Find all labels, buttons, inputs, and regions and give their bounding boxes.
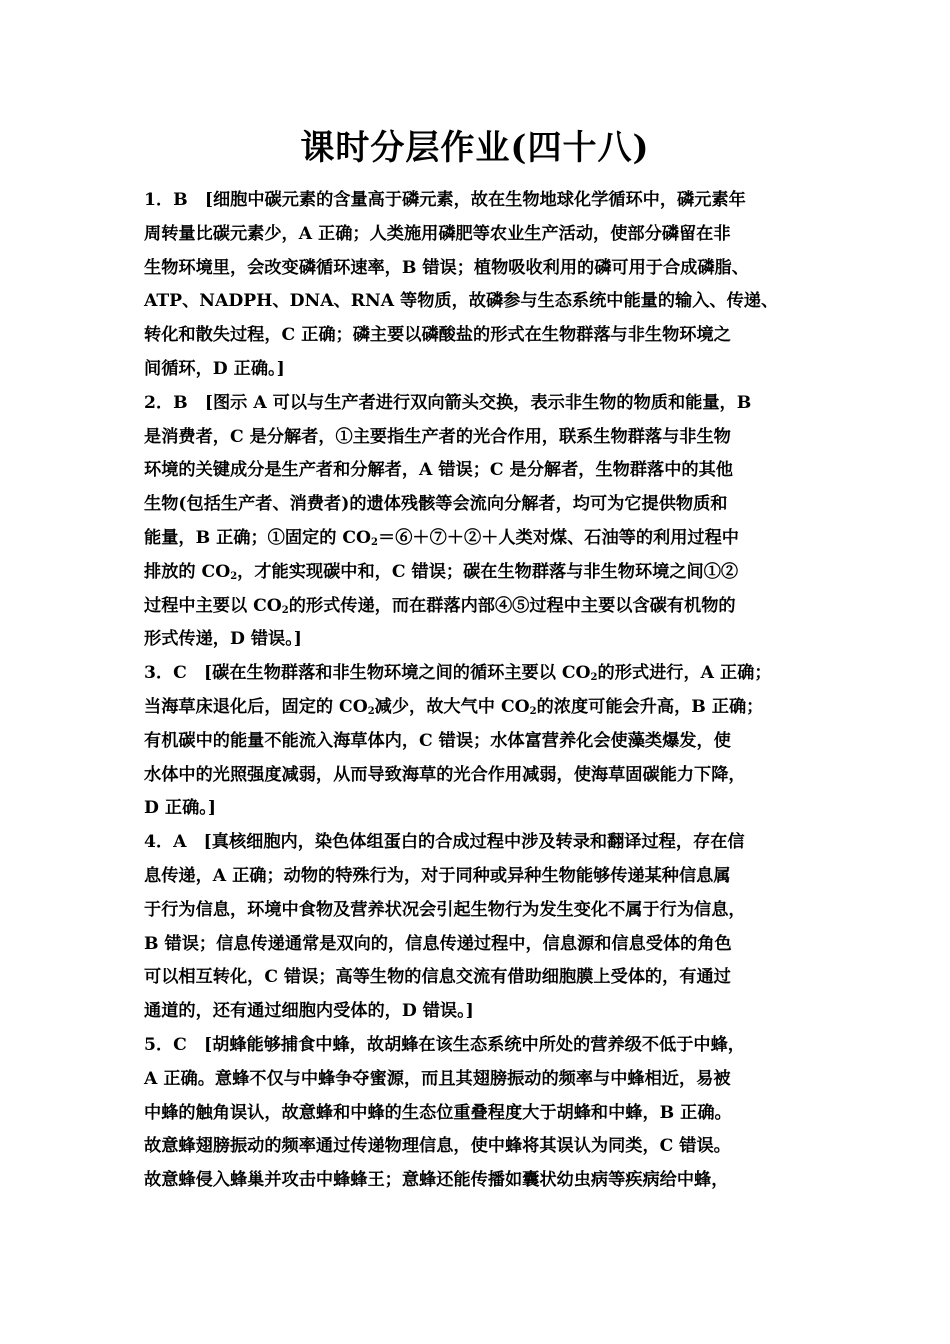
answer-item-1 xyxy=(144,184,820,387)
answer-text: 生物环境里，会改变磷循环速率，B 错误；植物吸收利用的磷可用于合成磷脂、 xyxy=(144,257,749,278)
subscript: 2 xyxy=(590,672,598,684)
answer-line xyxy=(144,556,820,590)
answer-line xyxy=(144,725,820,759)
answer-line xyxy=(144,1029,820,1063)
answer-line xyxy=(144,657,820,691)
answer-text: 能量，B 正确；①固定的 CO xyxy=(144,527,372,548)
answer-text: 间循环，D 正确。] xyxy=(144,358,285,379)
answer-item-3 xyxy=(144,657,820,826)
answer-text: ATP、NADPH、DNA、RNA 等物质，故磷参与生态系统中能量的输入、传递、 xyxy=(144,291,779,312)
answer-line xyxy=(144,454,820,488)
answer-text: 1．B [细胞中碳元素的含量高于磷元素，故在生物地球化学循环中，磷元素年 xyxy=(144,190,746,210)
answer-line xyxy=(144,488,820,522)
answer-text: 周转量比碳元素少，A 正确；人类施用磷肥等农业生产活动，使部分磷留在非 xyxy=(144,223,731,244)
answer-text: 故意蜂侵入蜂巢并攻击中蜂蜂王；意蜂还能传播如囊状幼虫病等疾病给中蜂， xyxy=(144,1170,729,1191)
answer-text: 于行为信息，环境中食物及营养状况会引起生物行为发生变化不属于行为信息， xyxy=(144,899,746,920)
subscript: 2 xyxy=(281,604,289,616)
answer-text: 减少，故大气中 CO xyxy=(374,696,530,717)
answer-text: ＝⑥＋⑦＋②＋人类对煤、石油等的利用过程中 xyxy=(378,527,739,548)
answer-text: 水体中的光照强度减弱，从而导致海草的光合作用减弱，使海草固碳能力下降， xyxy=(144,764,746,785)
answer-text: D 正确。] xyxy=(144,798,216,819)
page-title: 课时分层作业(四十八) xyxy=(300,128,650,168)
answer-line xyxy=(144,759,820,793)
answer-line xyxy=(144,1063,820,1097)
answer-line xyxy=(144,1164,820,1198)
answer-item-4 xyxy=(144,826,820,1029)
answer-text: 的浓度可能会升高，B 正确； xyxy=(536,696,764,717)
answer-line xyxy=(144,522,820,556)
answer-text: 的形式进行，A 正确； xyxy=(597,663,772,684)
subscript: 2 xyxy=(529,705,537,717)
answer-line xyxy=(144,860,820,894)
answer-text: 故意蜂翅膀振动的频率通过传递物理信息，使中蜂将其误认为同类，C 错误。 xyxy=(144,1136,731,1157)
answer-line xyxy=(144,1130,820,1164)
answer-text: 息传递，A 正确；动物的特殊行为，对于同种或异种生物能够传递某种信息属 xyxy=(144,865,731,886)
answer-text: 通道的，还有通过细胞内受体的，D 错误。] xyxy=(144,1001,474,1022)
answer-line xyxy=(144,792,820,826)
answer-line xyxy=(144,995,820,1029)
answer-text: 中蜂的触角误认，故意蜂和中蜂的生态位重叠程度大于胡蜂和中蜂，B 正确。 xyxy=(144,1102,732,1123)
answer-text: 是消费者，C 是分解者，①主要指生产者的光合作用，联系生物群落与非生物 xyxy=(144,426,731,447)
answer-text: 2．B [图示 A 可以与生产者进行双向箭头交换，表示非生物的物质和能量，B xyxy=(144,392,752,413)
answer-text: 过程中主要以 CO xyxy=(144,595,282,616)
answer-line xyxy=(144,961,820,995)
answer-line xyxy=(144,623,820,657)
answer-text: ，才能实现碳中和，C 错误；碳在生物群落与非生物环境之间①② xyxy=(237,561,739,582)
answer-text: 转化和散失过程，C 正确；磷主要以磷酸盐的形式在生物群落与非生物环境之 xyxy=(144,325,731,346)
answer-text: 排放的 CO xyxy=(144,561,231,582)
answer-list xyxy=(144,184,820,1198)
subscript: 2 xyxy=(367,705,375,717)
answer-text: 4．A [真核细胞内，染色体组蛋白的合成过程中涉及转录和翻译过程，存在信 xyxy=(144,832,745,853)
answer-line xyxy=(144,1097,820,1131)
answer-line xyxy=(144,928,820,962)
answer-line xyxy=(144,353,820,387)
answer-text: 形式传递，D 错误。] xyxy=(144,629,302,650)
answer-line xyxy=(144,218,820,252)
answer-line xyxy=(144,826,820,860)
answer-item-2 xyxy=(144,387,820,657)
answer-text: 环境的关键成分是生产者和分解者，A 错误；C 是分解者，生物群落中的其他 xyxy=(144,460,733,481)
answer-line xyxy=(144,252,820,286)
answer-line xyxy=(144,590,820,624)
answer-text: 生物(包括生产者、消费者)的遗体残骸等会流向分解者，均可为它提供物质和 xyxy=(144,494,728,515)
answer-text: 3．C [碳在生物群落和非生物环境之间的循环主要以 CO xyxy=(144,663,591,684)
answer-text: 当海草床退化后，固定的 CO xyxy=(144,696,368,717)
subscript: 2 xyxy=(371,536,378,548)
answer-line xyxy=(144,285,820,319)
answer-text: 5．C [胡蜂能够捕食中蜂，故胡蜂在该生态系统中所处的营养级不低于中蜂， xyxy=(144,1034,745,1055)
answer-line xyxy=(144,894,820,928)
answer-line xyxy=(144,421,820,455)
answer-text: 可以相互转化，C 错误；高等生物的信息交流有借助细胞膜上受体的，有通过 xyxy=(144,967,731,988)
answer-text: 的形式传递，而在群落内部④⑤过程中主要以含碳有机物的 xyxy=(288,595,736,616)
answer-line xyxy=(144,387,820,421)
answer-line xyxy=(144,691,820,725)
answer-line xyxy=(144,319,820,353)
answer-line xyxy=(144,184,820,218)
answer-text: 有机碳中的能量不能流入海草体内，C 错误；水体富营养化会使藻类爆发，使 xyxy=(144,730,731,751)
answer-item-5 xyxy=(144,1029,820,1198)
subscript: 2 xyxy=(230,570,238,582)
answer-text: A 正确。意蜂不仅与中蜂争夺蜜源，而且其翅膀振动的频率与中蜂相近，易被 xyxy=(144,1068,731,1089)
answer-text: B 错误；信息传递通常是双向的，信息传递过程中，信息源和信息受体的角色 xyxy=(144,933,732,954)
